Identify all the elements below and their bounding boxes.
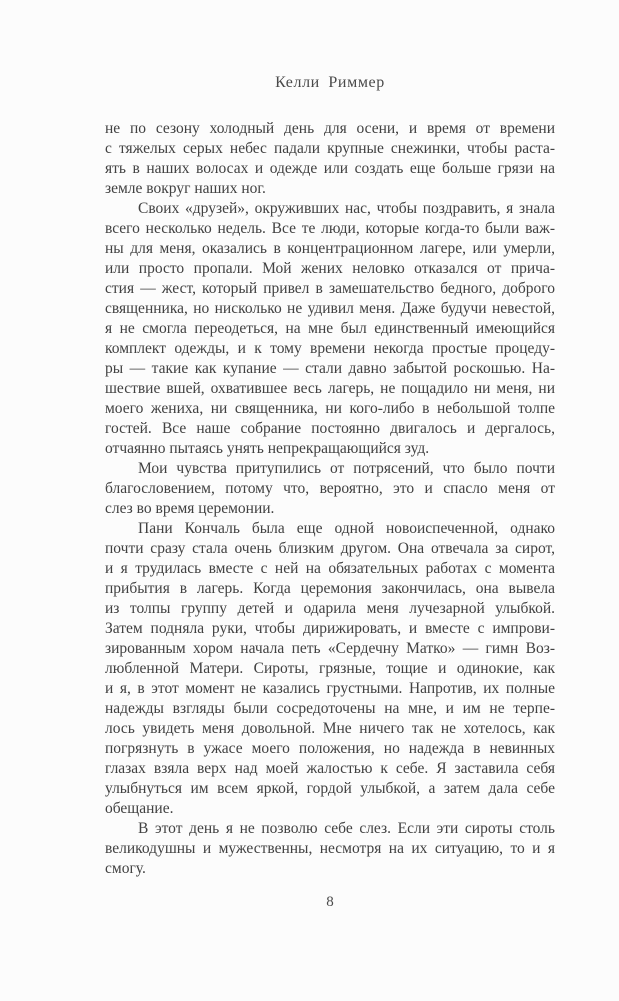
text-line-p2-l7: я не смогла переодеться, на мне был единственный имеющийся [105, 320, 555, 337]
text-line-p4-l3: и я трудилась вместе с ней на обязательных работах с момента [105, 560, 555, 577]
text-line-p2-l11: моего жениха, ни священника, ни кого-либо в небольшой толпе [105, 400, 555, 417]
text-line-p2-l2: всего несколько недель. Все те люди, которые когда-то были важ- [105, 220, 555, 237]
text-line-p1-l4: земле вокруг наших ног. [105, 180, 266, 197]
text-line-p2-l3: ны для меня, оказались в концентрационном лагере, или умерли, [105, 240, 555, 257]
text-line-p2-l13: отчаянно пытаясь унять непрекращающийся зуд. [105, 440, 430, 457]
text-line-p2-l4: или просто пропали. Мой жених неловко отказался от прича- [105, 260, 555, 277]
running-header-author: Келли Риммер [275, 74, 385, 91]
text-line-p2-l6: священника, но нисколько не удивил меня. Даже будучи невестой, [105, 300, 555, 317]
body-text-block [105, 119, 555, 879]
text-line-p4-l8: любленной Матери. Сироты, грязные, тощие и одинокие, как [105, 660, 555, 677]
text-line-p5-l3: смогу. [105, 860, 146, 877]
text-line-p5-l2: великодушны и мужественны, несмотря на их ситуацию, то и я [105, 840, 555, 857]
text-line-p2-l1: Своих «друзей», окруживших нас, чтобы поздравить, я знала [138, 200, 555, 217]
page-number: 8 [326, 894, 334, 910]
text-line-p4-l4: прибытия в лагерь. Когда церемония закончилась, она вывела [105, 580, 555, 597]
text-line-p4-l13: глазах взяла верх над моей жалостью к себе. Я заставила себя [105, 760, 555, 777]
text-line-p2-l9: ры — такие как купание — стали давно забытой роскошью. На- [105, 360, 555, 377]
text-line-p4-l15: обещание. [105, 800, 174, 817]
text-line-p3-l3: слез во время церемонии. [105, 500, 275, 517]
text-line-p4-l12: погрязнуть в ужасе моего положения, но надежда в невинных [105, 740, 555, 757]
text-line-p5-l1: В этот день я не позволю себе слез. Если эти сироты столь [138, 820, 555, 837]
text-line-p4-l10: надежды взгляды были сосредоточены на мне, и им не терпе- [105, 700, 555, 717]
text-line-p2-l10: шествие вшей, охватившее весь лагерь, не пощадило ни меня, ни [105, 380, 555, 397]
text-line-p2-l8: комплект одежды, и к тому времени некогда простые процеду- [105, 340, 555, 357]
text-line-p2-l12: гостей. Все наше собрание постоянно двигалось и дергалось, [105, 420, 555, 437]
text-line-p4-l9: и я, в этот момент не казались грустными. Напротив, их полные [105, 680, 555, 697]
text-line-p3-l1: Мои чувства притупились от потрясений, что было почти [138, 460, 555, 477]
text-line-p4-l14: улыбнуться им всем яркой, гордой улыбкой, а затем дала себе [105, 780, 555, 797]
text-line-p4-l7: зированным хором начала петь «Сердечну Матко» — гимн Воз- [105, 640, 555, 657]
text-line-p4-l11: лось увидеть меня довольной. Мне ничего так не хотелось, как [105, 720, 555, 737]
text-line-p4-l1: Пани Кончаль была еще одной новоиспеченной, однако [138, 520, 555, 537]
text-line-p1-l3: ять в наших волосах и одежде или создать еще больше грязи на [105, 160, 555, 177]
text-line-p3-l2: благословением, потому что, вероятно, это и спасло меня от [105, 480, 555, 497]
text-line-p2-l5: стия — жест, который привел в замешательство бедного, доброго [105, 280, 555, 297]
text-line-p4-l6: Затем подняла руки, чтобы дирижировать, и вместе с импрови- [105, 620, 555, 637]
text-line-p1-l2: с тяжелых серых небес падали крупные снежинки, чтобы раста- [105, 140, 555, 157]
text-line-p4-l2: почти сразу стала очень близким другом. Она отвечала за сирот, [105, 540, 555, 557]
text-line-p1-l1: не по сезону холодный день для осени, и время от времени [105, 120, 555, 137]
text-line-p4-l5: из толпы группу детей и одарила меня лучезарной улыбкой. [105, 600, 555, 617]
